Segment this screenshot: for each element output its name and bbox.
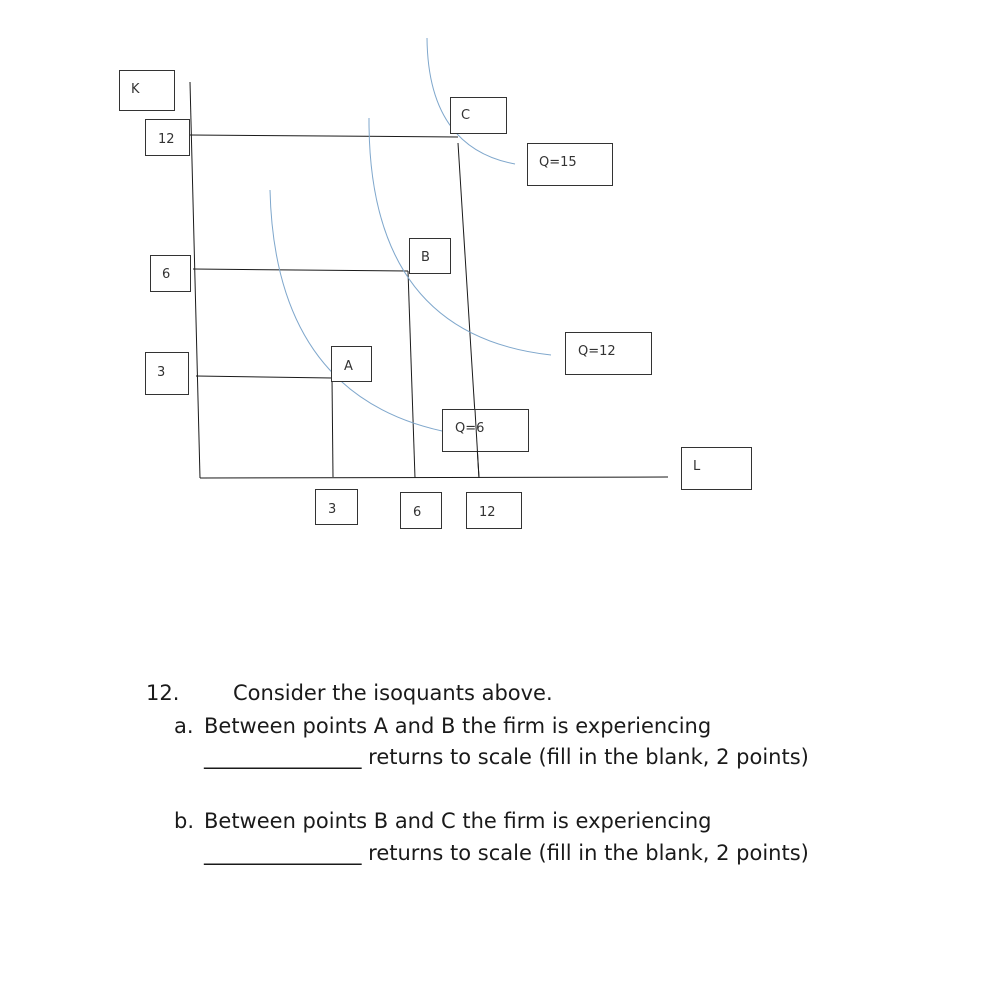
isoquant-label-q12 bbox=[566, 333, 652, 375]
k-tick-6 bbox=[151, 256, 191, 292]
guide-l-6 bbox=[408, 271, 415, 478]
part-b-line2: _______________ returns to scale (fill in the blank, 2 points) bbox=[204, 841, 809, 865]
part-a-line2: _______________ returns to scale (fill in the blank, 2 points) bbox=[204, 745, 809, 769]
isoquant-curve-q12 bbox=[369, 118, 551, 355]
svg-text:A: A bbox=[344, 359, 353, 374]
svg-text:Q=12: Q=12 bbox=[578, 344, 616, 359]
svg-text:B: B bbox=[421, 250, 430, 265]
part-a-line1: Between points A and B the firm is experiencing bbox=[204, 714, 712, 738]
isoquant-label-q6 bbox=[443, 410, 529, 452]
svg-text:C: C bbox=[461, 108, 471, 123]
guide-k-6 bbox=[193, 269, 408, 271]
point-c-label bbox=[451, 98, 507, 134]
k-axis bbox=[190, 82, 200, 478]
svg-text:3: 3 bbox=[157, 365, 166, 380]
isoquant-label-q15 bbox=[528, 144, 613, 186]
part-b-line1: Between points B and C the firm is experiencing bbox=[204, 809, 712, 833]
svg-text:L: L bbox=[693, 459, 701, 474]
guide-l-3 bbox=[332, 378, 333, 477]
svg-text:6: 6 bbox=[413, 505, 422, 520]
k-tick-3 bbox=[146, 353, 189, 395]
point-b-label bbox=[410, 239, 451, 274]
part-b-marker: b. bbox=[174, 809, 195, 833]
svg-text:Q=6: Q=6 bbox=[455, 421, 485, 436]
svg-text:Q=15: Q=15 bbox=[539, 155, 577, 170]
l-tick-3 bbox=[316, 490, 358, 525]
question-number: 12. bbox=[146, 681, 180, 705]
l-axis bbox=[200, 477, 668, 478]
point-a-label bbox=[332, 347, 372, 382]
svg-text:12: 12 bbox=[158, 132, 175, 147]
k-tick-12 bbox=[146, 120, 190, 156]
svg-text:12: 12 bbox=[479, 505, 496, 520]
l-tick-6 bbox=[401, 493, 442, 529]
svg-text:3: 3 bbox=[328, 502, 337, 517]
svg-text:K: K bbox=[131, 82, 140, 97]
guide-k-12 bbox=[190, 135, 458, 137]
k-axis-label bbox=[120, 71, 175, 111]
l-tick-12 bbox=[467, 493, 522, 529]
guide-k-3 bbox=[196, 376, 332, 378]
svg-text:6: 6 bbox=[162, 267, 171, 282]
isoquant-curve-q6 bbox=[270, 190, 452, 433]
l-axis-label bbox=[682, 448, 752, 490]
part-a-marker: a. bbox=[174, 714, 194, 738]
question-prompt: Consider the isoquants above. bbox=[233, 681, 553, 705]
